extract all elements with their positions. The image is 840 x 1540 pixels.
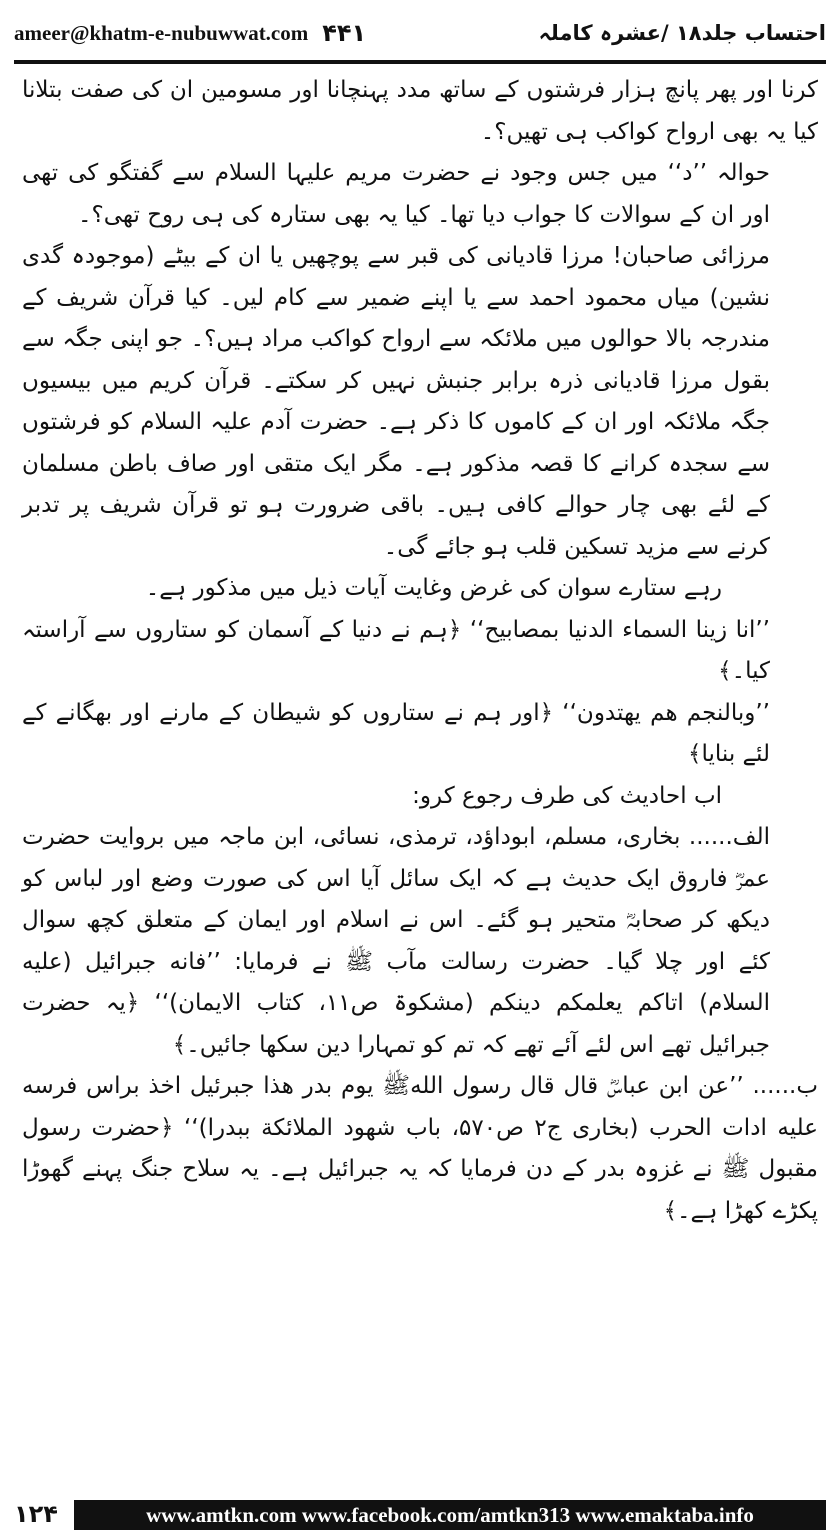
footer-links-bar — [74, 1500, 826, 1530]
paragraph-hadith-intro: اب احادیث کی طرف رجوع کرو: — [412, 782, 722, 809]
hadith-alif: الف...... بخاری، مسلم، ابوداؤد، ترمذی، نسائی، ابن ماجہ میں بروایت حضرت عمرؓ فاروق ایک حدیث ہے کہ ایک سائل آیا اس کی صورت وضع اور لباس کو دیکھ کر صحابہؓ متحیر ہو گئے۔ اس نے اسلام اور ایمان کے متعلق کچھ سوال کئے اور چلا گیا۔ حضرت رسالت مآب ﷺ نے فرمایا: ’’فانه جبرائیل (علیه السلام) اتاکم یعلمکم دینکم (مشکوۃ ص۱۱، کتاب الایمان)‘‘ ﴿یہ حضرت جبرائیل تھے اس لئے آئے تھے کہ تم کو تمہارا دین سکھا جائیں۔﴾ — [22, 824, 770, 1058]
paragraph-3: مرزائی صاحبان! مرزا قادیانی کی قبر سے پوچھیں یا ان کے بیٹے (موجودہ گدی نشین) میاں محمود احمد سے یا اپنے ضمیر سے کام لیں۔ کیا قرآن شریف کے مندرجہ بالا حوالوں میں ملائکہ سے ارواح کواکب مراد ہیں؟۔ جو اپنی جگہ سے بقول مرزا قادیانی ذرہ برابر جنبش نہیں کر سکتے۔ قرآن کریم میں بیسیوں جگہ ملائکہ اور ان کے کاموں کا ذکر ہے۔ حضرت آدم علیہ السلام کو فرشتوں سے سجدہ کرانے کا قصہ مذکور ہے۔ مگر ایک متقی اور صاف باطن مسلمان کے لئے بھی چار حوالے کافی ہیں۔ باقی ضرورت ہو تو قرآن شریف پر تدبر کرنے سے مزید تسکین قلب ہو جائے گی۔ — [22, 243, 770, 560]
header-email: ameer@khatm-e-nubuwwat.com — [14, 20, 309, 45]
header-book-title: احتساب جلد۱۸ /عشرہ کاملہ — [538, 21, 826, 45]
header-rule — [14, 60, 826, 64]
paragraph-1: کرنا اور پھر پانچ ہزار فرشتوں کے ساتھ مدد پہنچانا اور مسومین ان کی صفت بتلانا کیا یہ بھی ارواح کواکب ہی تھیں؟۔ — [22, 77, 818, 145]
header-left — [14, 19, 366, 47]
paragraph-2: حوالہ ’’د‘‘ میں جس وجود نے حضرت مریم علیہا السلام سے گفتگو کی تھی اور ان کے سوالات کا جواب دیا تھا۔ کیا یہ بھی ستارہ کی ہی روح تھی؟۔ — [22, 160, 770, 228]
header-page-number: ۴۴۱ — [322, 19, 367, 47]
quran-verse-2: ’’وبالنجم هم یهتدون‘‘ ﴿اور ہم نے ستاروں کو شیطان کے مارنے اور بھگانے کے لئے بنایا﴾ — [22, 699, 770, 767]
quran-verse-1: ’’انا زینا السماء الدنیا بمصابیح‘‘ ﴿ہم نے دنیا کے آسمان کو ستاروں سے آراستہ کیا۔﴾ — [22, 616, 770, 684]
paragraph-4: رہے ستارے سوان کی غرض وغایت آیات ذیل میں مذکور ہے۔ — [145, 575, 722, 601]
hadith-ba: ب...... ’’عن ابن عباسؓ قال قال رسول اللهﷺ یوم بدر هذا جبرئیل اخذ براس فرسه علیه ادات الحرب (بخاری ج۲ ص۵۷۰، باب شهود الملائکة ببدرا)‘‘ ﴿حضرت رسول مقبول ﷺ نے غزوہ بدر کے دن فرمایا کہ یہ جبرائیل ہے۔ یہ سلاح جنگ پہنے گھوڑا پکڑے کھڑا ہے۔﴾ — [22, 1073, 818, 1224]
footer-links[interactable]: www.amtkn.com www.facebook.com/amtkn313 www.emaktaba.info — [146, 1502, 754, 1527]
footer-page-number: ۱۲۴ — [14, 1500, 58, 1528]
page-body — [22, 70, 818, 1470]
page-header — [14, 10, 826, 56]
page-footer — [14, 1490, 826, 1534]
